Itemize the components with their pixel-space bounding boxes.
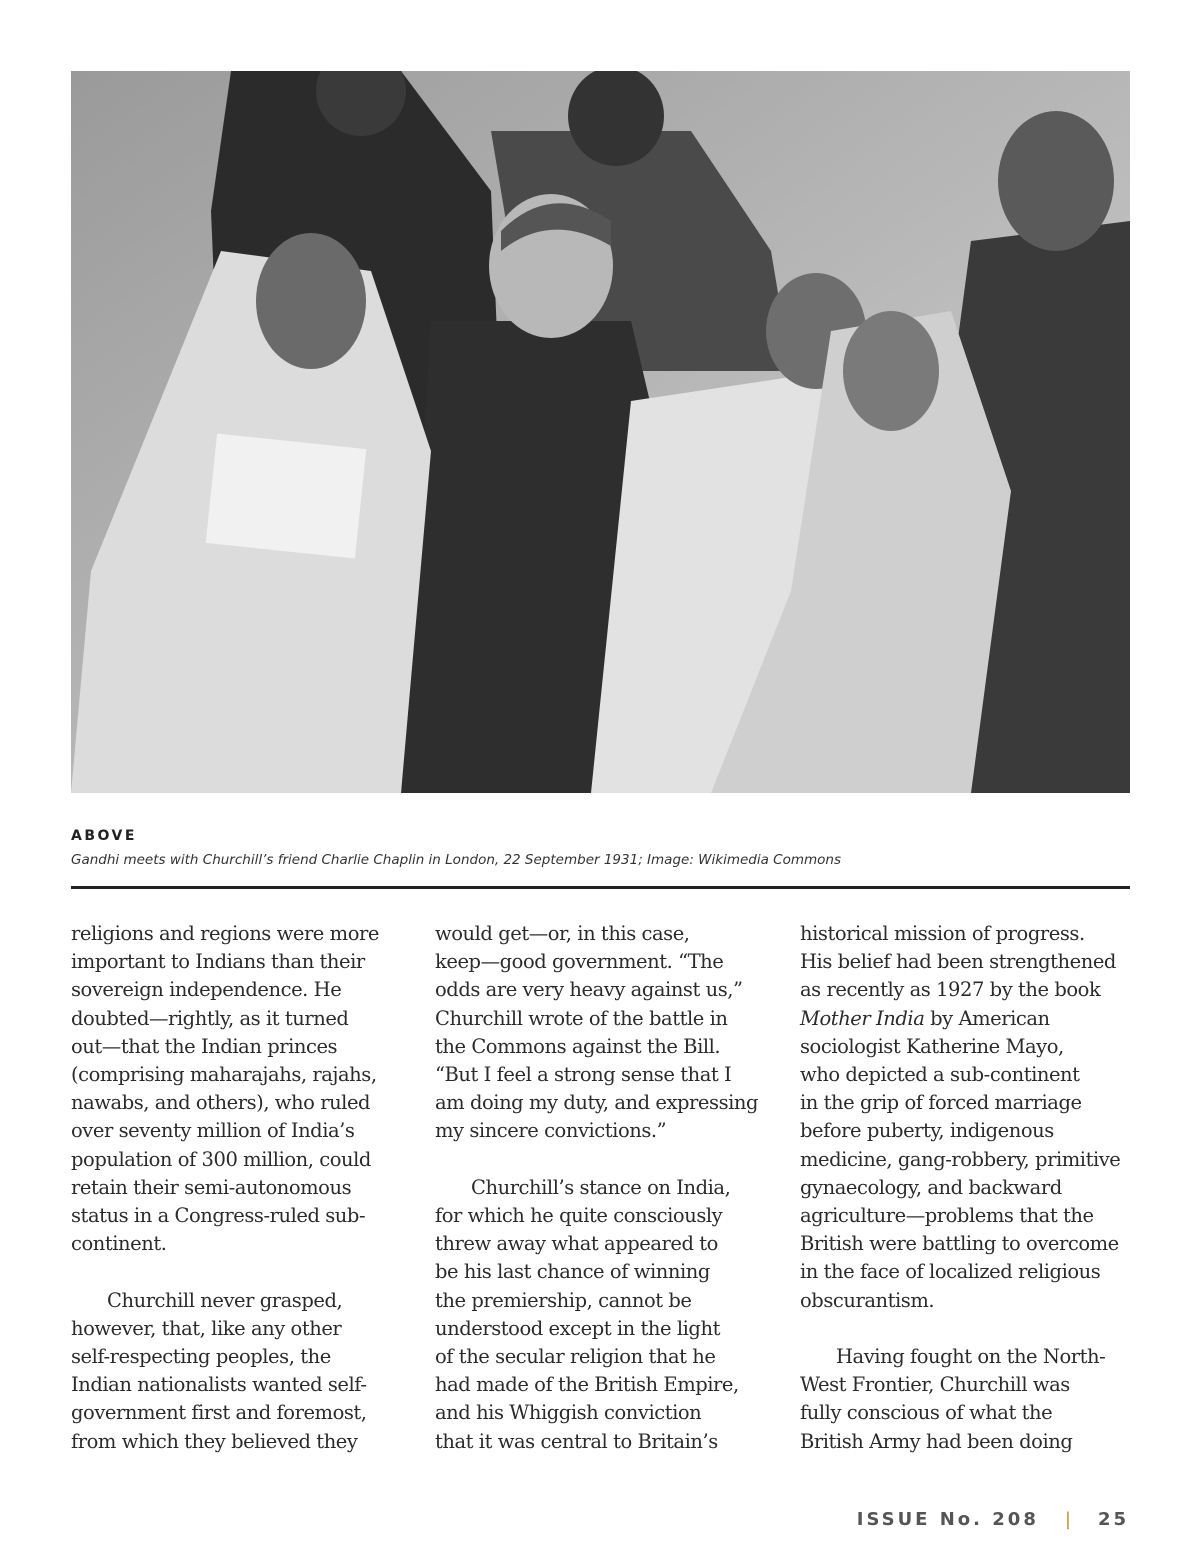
text-line: medicine, gang-robbery, primitive — [800, 1147, 1121, 1171]
text-line: threw away what appeared to — [435, 1232, 718, 1256]
text-line: Churchill wrote of the battle in — [435, 1006, 728, 1030]
text-line: and his Whiggish conviction — [435, 1401, 702, 1425]
text-line: doubted—rightly, as it turned — [71, 1006, 349, 1030]
text-line: however, that, like any other — [71, 1316, 342, 1340]
text-line: retain their semi-autonomous — [71, 1175, 352, 1199]
text-line: continent. — [71, 1232, 167, 1256]
text-column-1 — [71, 920, 416, 1456]
text-line: sovereign independence. He — [71, 978, 342, 1002]
text-line: agriculture—problems that the — [800, 1204, 1094, 1228]
text-line: who depicted a sub-continent — [800, 1063, 1080, 1087]
text-line: sociologist Katherine Mayo, — [800, 1034, 1064, 1058]
text-line: “But I feel a strong sense that I — [435, 1063, 732, 1087]
text-line: population of 300 million, could — [71, 1147, 371, 1171]
text-line: as recently as 1927 by the book — [800, 978, 1101, 1002]
text-line: keep—good government. “The — [435, 950, 724, 974]
text-line: nawabs, and others), who ruled — [71, 1091, 371, 1115]
text-line-book-title: Mother India by American — [800, 1006, 1050, 1030]
text-line: am doing my duty, and expressing — [435, 1091, 759, 1115]
page-number: 25 — [1097, 1509, 1129, 1530]
text-line: government first and foremost, — [71, 1401, 367, 1425]
issue-number: ISSUE No. 208 — [856, 1509, 1039, 1530]
text-line: Churchill’s stance on India, — [471, 1175, 731, 1199]
text-line: my sincere convictions.” — [435, 1119, 667, 1143]
text-line: had made of the British Empire, — [435, 1373, 739, 1397]
text-line: be his last chance of winning — [435, 1260, 710, 1284]
text-line: of the secular religion that he — [435, 1345, 716, 1369]
text-line: historical mission of progress. — [800, 922, 1085, 945]
text-line: religions and regions were more — [71, 922, 379, 945]
footer-separator: | — [1064, 1509, 1074, 1530]
text-line: obscurantism. — [800, 1288, 935, 1312]
text-line: would get—or, in this case, — [435, 922, 690, 945]
text-line: that it was central to Britain’s — [435, 1429, 718, 1453]
text-line: from which they believed they — [71, 1429, 358, 1453]
text-line: His belief had been strengthened — [800, 950, 1116, 974]
text-line: West Frontier, Churchill was — [800, 1373, 1070, 1397]
text-line: self-respecting peoples, the — [71, 1345, 331, 1369]
text-line: before puberty, indigenous — [800, 1119, 1054, 1143]
text-line: for which he quite consciously — [435, 1204, 723, 1228]
paragraph-gap — [800, 1315, 1145, 1343]
text-line: gynaecology, and backward — [800, 1175, 1062, 1199]
text-line: in the grip of forced marriage — [800, 1091, 1082, 1115]
text-line: fully conscious of what the — [800, 1401, 1053, 1425]
text-column-3 — [800, 920, 1145, 1456]
text-line: over seventy million of India’s — [71, 1119, 355, 1143]
text-line: status in a Congress-ruled sub- — [71, 1204, 366, 1228]
text-line: Having fought on the North- — [836, 1345, 1106, 1369]
text-line: Churchill never grasped, — [107, 1288, 343, 1312]
caption-label: ABOVE — [71, 828, 137, 844]
text-line: out—that the Indian princes — [71, 1034, 338, 1058]
text-line: the premiership, cannot be — [435, 1288, 692, 1312]
text-line: in the face of localized religious — [800, 1260, 1101, 1284]
text-line: understood except in the light — [435, 1316, 720, 1340]
paragraph-gap — [435, 1146, 780, 1174]
text-line: important to Indians than their — [71, 950, 365, 974]
text-line: British were battling to overcome — [800, 1232, 1119, 1256]
text-line: Indian nationalists wanted self- — [71, 1373, 367, 1397]
text-line: (comprising maharajahs, rajahs, — [71, 1063, 377, 1087]
caption-divider — [71, 886, 1130, 889]
text-line: British Army had been doing — [800, 1429, 1073, 1453]
caption-text: Gandhi meets with Churchill’s friend Charlie Chaplin in London, 22 September 1931; Image: Wikimedia Commons — [71, 852, 842, 868]
article-photo — [71, 71, 1130, 793]
page-footer — [857, 1509, 1129, 1530]
photo-illustration — [71, 71, 1130, 793]
text-column-2 — [435, 920, 780, 1456]
text-line: the Commons against the Bill. — [435, 1034, 721, 1058]
text-line: odds are very heavy against us,” — [435, 978, 743, 1002]
paragraph-gap — [71, 1258, 416, 1286]
